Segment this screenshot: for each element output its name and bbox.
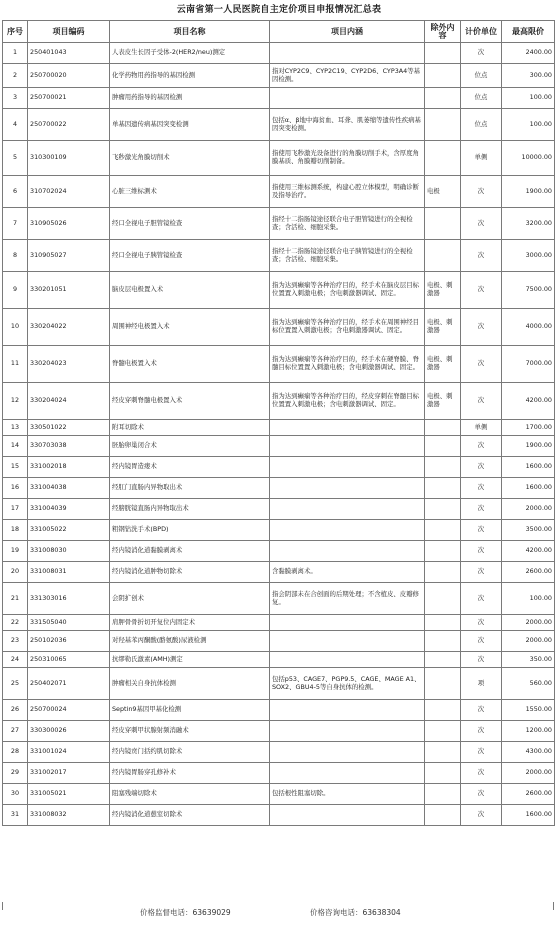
max-price: 4200.00 bbox=[502, 383, 555, 420]
project-content bbox=[270, 805, 425, 826]
project-code: 331303016 bbox=[28, 583, 110, 615]
row-number: 2 bbox=[3, 64, 28, 88]
project-code: 331004038 bbox=[28, 478, 110, 499]
project-code: 330201051 bbox=[28, 272, 110, 309]
pricing-unit: 位点 bbox=[461, 88, 502, 109]
project-code: 330300026 bbox=[28, 721, 110, 742]
row-number: 20 bbox=[3, 562, 28, 583]
project-content: 包括p53、CAGE7、PGP9.5、CAGE、MAGE A1、SOX2、GBU4-5等自身抗体的检测。 bbox=[270, 668, 425, 700]
header-content: 项目内涵 bbox=[270, 21, 425, 43]
table-row bbox=[3, 742, 555, 763]
max-price: 1900.00 bbox=[502, 436, 555, 457]
header-code: 项目编码 bbox=[28, 21, 110, 43]
project-content bbox=[270, 43, 425, 64]
pricing-unit: 次 bbox=[461, 457, 502, 478]
exclusions bbox=[425, 457, 461, 478]
max-price: 1550.00 bbox=[502, 700, 555, 721]
max-price: 1700.00 bbox=[502, 420, 555, 436]
project-code: 250700024 bbox=[28, 700, 110, 721]
project-name: 经内镜胃肠穿孔修补术 bbox=[110, 763, 270, 784]
exclusions bbox=[425, 583, 461, 615]
project-name: 经口全视电子胆管镜检查 bbox=[110, 208, 270, 240]
max-price: 560.00 bbox=[502, 668, 555, 700]
table-row bbox=[3, 457, 555, 478]
row-number: 26 bbox=[3, 700, 28, 721]
project-name: 肿瘤用药指导的基因检测 bbox=[110, 88, 270, 109]
max-price: 3000.00 bbox=[502, 240, 555, 272]
row-number: 24 bbox=[3, 652, 28, 668]
table-row bbox=[3, 615, 555, 631]
pricing-unit: 次 bbox=[461, 383, 502, 420]
pricing-unit: 次 bbox=[461, 346, 502, 383]
row-number: 17 bbox=[3, 499, 28, 520]
price-table bbox=[2, 20, 555, 826]
table-row bbox=[3, 109, 555, 141]
row-number: 19 bbox=[3, 541, 28, 562]
row-number: 31 bbox=[3, 805, 28, 826]
pricing-unit: 次 bbox=[461, 541, 502, 562]
row-number: 5 bbox=[3, 141, 28, 176]
table-row bbox=[3, 64, 555, 88]
project-content bbox=[270, 631, 425, 652]
exclusions bbox=[425, 541, 461, 562]
row-number: 25 bbox=[3, 668, 28, 700]
project-name: 经肛门直肠内异物取出术 bbox=[110, 478, 270, 499]
table-row bbox=[3, 208, 555, 240]
table-body bbox=[3, 43, 555, 826]
pricing-unit: 次 bbox=[461, 208, 502, 240]
pricing-unit: 次 bbox=[461, 742, 502, 763]
max-price: 300.00 bbox=[502, 64, 555, 88]
project-name: Septin9基因甲基化检测 bbox=[110, 700, 270, 721]
max-price: 2000.00 bbox=[502, 763, 555, 784]
project-content: 指使用三维标测系统，构建心腔立体模型，明确诊断及指导治疗。 bbox=[270, 176, 425, 208]
exclusions bbox=[425, 763, 461, 784]
row-number: 4 bbox=[3, 109, 28, 141]
project-name: 单基因遗传病基因突变检测 bbox=[110, 109, 270, 141]
table-row bbox=[3, 436, 555, 457]
row-number: 11 bbox=[3, 346, 28, 383]
project-content bbox=[270, 742, 425, 763]
project-name: 对羟基苯丙酮酸(酪氨酸)尿液检测 bbox=[110, 631, 270, 652]
exclusions bbox=[425, 700, 461, 721]
exclusions bbox=[425, 240, 461, 272]
table-row bbox=[3, 88, 555, 109]
project-content: 指会阴部未在合创面的后期处理；不含植皮、皮瓣修复。 bbox=[270, 583, 425, 615]
table-row bbox=[3, 346, 555, 383]
pricing-unit: 位点 bbox=[461, 64, 502, 88]
project-name: 周围神经电极置入术 bbox=[110, 309, 270, 346]
max-price: 3500.00 bbox=[502, 520, 555, 541]
row-number: 21 bbox=[3, 583, 28, 615]
table-row bbox=[3, 309, 555, 346]
pricing-unit: 次 bbox=[461, 520, 502, 541]
pricing-unit: 次 bbox=[461, 583, 502, 615]
project-name: 会阴扩创术 bbox=[110, 583, 270, 615]
exclusions: 电极、刺激器 bbox=[425, 272, 461, 309]
project-content bbox=[270, 436, 425, 457]
max-price: 2000.00 bbox=[502, 631, 555, 652]
project-code: 331008032 bbox=[28, 805, 110, 826]
project-code: 330501022 bbox=[28, 420, 110, 436]
pricing-unit: 次 bbox=[461, 631, 502, 652]
project-content: 包括根性阻塞切除。 bbox=[270, 784, 425, 805]
row-number: 12 bbox=[3, 383, 28, 420]
header-exclusions: 除外内容 bbox=[425, 21, 461, 43]
exclusions bbox=[425, 64, 461, 88]
max-price: 7500.00 bbox=[502, 272, 555, 309]
max-price: 4200.00 bbox=[502, 541, 555, 562]
project-name: 经膀胱镜直肠内异物取出术 bbox=[110, 499, 270, 520]
max-price: 2600.00 bbox=[502, 562, 555, 583]
exclusions bbox=[425, 141, 461, 176]
project-code: 250310065 bbox=[28, 652, 110, 668]
project-content: 指为达到癫痫等各种治疗目的，经手术在硬脊膜、脊髓目标位置置入刺激电极；含电刺激器调试、固定。 bbox=[270, 346, 425, 383]
exclusions: 电极、刺激器 bbox=[425, 309, 461, 346]
table-row bbox=[3, 520, 555, 541]
table-row bbox=[3, 240, 555, 272]
table-row bbox=[3, 583, 555, 615]
project-name: 经口全视电子胰管镜检查 bbox=[110, 240, 270, 272]
exclusions bbox=[425, 420, 461, 436]
project-code: 310905027 bbox=[28, 240, 110, 272]
pricing-unit: 次 bbox=[461, 784, 502, 805]
row-number: 27 bbox=[3, 721, 28, 742]
footer bbox=[0, 905, 558, 921]
table-row bbox=[3, 652, 555, 668]
max-price: 7000.00 bbox=[502, 346, 555, 383]
project-content: 指对CYP2C9、CYP2C19、CYP2D6、CYP3A4等基因检测。 bbox=[270, 64, 425, 88]
project-content: 指为达到癫痫等各种治疗目的，经手术在脑皮层目标位置置入刺激电极；含电刺激器调试、固定。 bbox=[270, 272, 425, 309]
max-price: 4300.00 bbox=[502, 742, 555, 763]
project-code: 331008030 bbox=[28, 541, 110, 562]
project-code: 331002017 bbox=[28, 763, 110, 784]
exclusions bbox=[425, 43, 461, 64]
pricing-unit: 次 bbox=[461, 652, 502, 668]
project-name: 经皮穿刺甲状腺射频消融术 bbox=[110, 721, 270, 742]
row-number: 28 bbox=[3, 742, 28, 763]
project-code: 331008031 bbox=[28, 562, 110, 583]
pricing-unit: 单侧 bbox=[461, 141, 502, 176]
project-name: 阻塞残端切除术 bbox=[110, 784, 270, 805]
max-price: 1600.00 bbox=[502, 457, 555, 478]
table-row bbox=[3, 43, 555, 64]
pricing-unit: 次 bbox=[461, 176, 502, 208]
project-content: 指为达到癫痫等各种治疗目的，经手术在周围神经目标位置置入刺激电极；含电刺激器调试、固定。 bbox=[270, 309, 425, 346]
exclusions bbox=[425, 562, 461, 583]
project-content bbox=[270, 478, 425, 499]
exclusions: 电极 bbox=[425, 176, 461, 208]
table-row bbox=[3, 700, 555, 721]
project-content bbox=[270, 499, 425, 520]
project-content: 含黏膜剥离术。 bbox=[270, 562, 425, 583]
project-code: 310300109 bbox=[28, 141, 110, 176]
project-code: 330703038 bbox=[28, 436, 110, 457]
row-number: 10 bbox=[3, 309, 28, 346]
project-name: 肩胛骨骨折切开复位内固定术 bbox=[110, 615, 270, 631]
max-price: 350.00 bbox=[502, 652, 555, 668]
row-number: 18 bbox=[3, 520, 28, 541]
row-number: 29 bbox=[3, 763, 28, 784]
pricing-unit: 次 bbox=[461, 436, 502, 457]
project-content bbox=[270, 457, 425, 478]
project-content bbox=[270, 615, 425, 631]
project-name: 化学药物用药指导的基因检测 bbox=[110, 64, 270, 88]
project-name: 粗钢钻洗手术(BPD) bbox=[110, 520, 270, 541]
exclusions bbox=[425, 499, 461, 520]
project-name: 人表皮生长因子受体-2(HER2/neu)测定 bbox=[110, 43, 270, 64]
table-row bbox=[3, 383, 555, 420]
project-content: 指为达到癫痫等各种治疗目的，经皮穿刺在脊髓目标位置置入刺激电极；含电刺激器调试、固定。 bbox=[270, 383, 425, 420]
table-row bbox=[3, 805, 555, 826]
max-price: 1900.00 bbox=[502, 176, 555, 208]
project-name: 经内镜消化道憩室切除术 bbox=[110, 805, 270, 826]
project-name: 经内镜胃造瘘术 bbox=[110, 457, 270, 478]
project-content: 包括α、β地中海贫血、耳聋、肌萎缩等遗传性疾病基因突变检测。 bbox=[270, 109, 425, 141]
row-number: 22 bbox=[3, 615, 28, 631]
exclusions: 电极、刺激器 bbox=[425, 346, 461, 383]
row-number: 15 bbox=[3, 457, 28, 478]
pricing-unit: 次 bbox=[461, 309, 502, 346]
project-code: 331002018 bbox=[28, 457, 110, 478]
row-number: 7 bbox=[3, 208, 28, 240]
pricing-unit: 次 bbox=[461, 499, 502, 520]
project-code: 250402071 bbox=[28, 668, 110, 700]
project-code: 250700022 bbox=[28, 109, 110, 141]
row-number: 8 bbox=[3, 240, 28, 272]
exclusions bbox=[425, 109, 461, 141]
project-code: 250401043 bbox=[28, 43, 110, 64]
project-content: 指经十二指肠镜途径联合电子胆管镜进行的全视检查；含活检、细胞采集。 bbox=[270, 208, 425, 240]
max-price: 100.00 bbox=[502, 88, 555, 109]
max-price: 2400.00 bbox=[502, 43, 555, 64]
project-name: 经内镜贲门括约肌切除术 bbox=[110, 742, 270, 763]
exclusions bbox=[425, 615, 461, 631]
project-code: 331001024 bbox=[28, 742, 110, 763]
project-content: 指使用飞秒激光设备进行的角膜切削手术，含厚度角膜基质、角膜瓣切削制备。 bbox=[270, 141, 425, 176]
max-price: 2600.00 bbox=[502, 784, 555, 805]
project-code: 310702024 bbox=[28, 176, 110, 208]
project-code: 330204024 bbox=[28, 383, 110, 420]
pricing-unit: 次 bbox=[461, 721, 502, 742]
table-row bbox=[3, 176, 555, 208]
pricing-unit: 次 bbox=[461, 763, 502, 784]
project-code: 250700020 bbox=[28, 64, 110, 88]
project-name: 肿瘤相关自身抗体检测 bbox=[110, 668, 270, 700]
project-name: 附耳切除术 bbox=[110, 420, 270, 436]
project-name: 飞秒激光角膜切削术 bbox=[110, 141, 270, 176]
exclusions: 电极、刺激器 bbox=[425, 383, 461, 420]
exclusions bbox=[425, 652, 461, 668]
table-row bbox=[3, 141, 555, 176]
project-name: 经皮穿刺脊髓电极置入术 bbox=[110, 383, 270, 420]
pricing-unit: 位点 bbox=[461, 109, 502, 141]
document-title: 云南省第一人民医院自主定价项目申报情况汇总表 bbox=[176, 5, 382, 15]
project-code: 250102036 bbox=[28, 631, 110, 652]
exclusions bbox=[425, 88, 461, 109]
header-no: 序号 bbox=[3, 21, 28, 43]
project-code: 310905026 bbox=[28, 208, 110, 240]
project-code: 250700021 bbox=[28, 88, 110, 109]
pricing-unit: 次 bbox=[461, 43, 502, 64]
header-max-price: 最高限价 bbox=[502, 21, 555, 43]
row-number: 6 bbox=[3, 176, 28, 208]
project-code: 331005021 bbox=[28, 784, 110, 805]
exclusions bbox=[425, 631, 461, 652]
exclusions bbox=[425, 721, 461, 742]
table-row bbox=[3, 541, 555, 562]
project-code: 331005022 bbox=[28, 520, 110, 541]
table-row bbox=[3, 631, 555, 652]
project-code: 330204023 bbox=[28, 346, 110, 383]
max-price: 4000.00 bbox=[502, 309, 555, 346]
project-name: 抗缪勒氏激素(AMH)测定 bbox=[110, 652, 270, 668]
table-header-row bbox=[3, 21, 555, 43]
project-content bbox=[270, 763, 425, 784]
row-number: 13 bbox=[3, 420, 28, 436]
header-name: 项目名称 bbox=[110, 21, 270, 43]
project-content bbox=[270, 520, 425, 541]
exclusions bbox=[425, 520, 461, 541]
pricing-unit: 次 bbox=[461, 700, 502, 721]
max-price: 3200.00 bbox=[502, 208, 555, 240]
consultation-phone: 价格咨询电话：63638304 bbox=[310, 908, 401, 917]
exclusions bbox=[425, 436, 461, 457]
table-row bbox=[3, 668, 555, 700]
project-code: 331505040 bbox=[28, 615, 110, 631]
max-price: 100.00 bbox=[502, 109, 555, 141]
project-content bbox=[270, 420, 425, 436]
row-number: 1 bbox=[3, 43, 28, 64]
supervision-phone: 价格监督电话：63639029 bbox=[140, 908, 231, 917]
pricing-unit: 次 bbox=[461, 240, 502, 272]
table-row bbox=[3, 272, 555, 309]
project-name: 脑皮层电极置入术 bbox=[110, 272, 270, 309]
exclusions bbox=[425, 742, 461, 763]
project-content: 指经十二指肠镜途径联合电子胰管镜进行的全视检查；含活检、细胞采集。 bbox=[270, 240, 425, 272]
project-code: 330204022 bbox=[28, 309, 110, 346]
max-price: 2000.00 bbox=[502, 615, 555, 631]
project-code: 331004039 bbox=[28, 499, 110, 520]
pricing-unit: 项 bbox=[461, 668, 502, 700]
pricing-unit: 次 bbox=[461, 478, 502, 499]
max-price: 10000.00 bbox=[502, 141, 555, 176]
project-name: 经内镜消化道黏膜剥离术 bbox=[110, 541, 270, 562]
project-name: 经内镜消化道肿物切除术 bbox=[110, 562, 270, 583]
table-row bbox=[3, 499, 555, 520]
pricing-unit: 单侧 bbox=[461, 420, 502, 436]
pricing-unit: 次 bbox=[461, 805, 502, 826]
table-row bbox=[3, 420, 555, 436]
row-number: 23 bbox=[3, 631, 28, 652]
project-name: 胚胎卵巢闭合术 bbox=[110, 436, 270, 457]
table-row bbox=[3, 721, 555, 742]
max-price: 100.00 bbox=[502, 583, 555, 615]
max-price: 2000.00 bbox=[502, 499, 555, 520]
max-price: 1600.00 bbox=[502, 478, 555, 499]
project-content bbox=[270, 541, 425, 562]
table-row bbox=[3, 784, 555, 805]
project-content bbox=[270, 721, 425, 742]
exclusions bbox=[425, 478, 461, 499]
pricing-unit: 次 bbox=[461, 272, 502, 309]
row-number: 9 bbox=[3, 272, 28, 309]
max-price: 1600.00 bbox=[502, 805, 555, 826]
row-number: 16 bbox=[3, 478, 28, 499]
pricing-unit: 次 bbox=[461, 615, 502, 631]
table-row bbox=[3, 763, 555, 784]
header-unit: 计价单位 bbox=[461, 21, 502, 43]
exclusions bbox=[425, 805, 461, 826]
exclusions bbox=[425, 668, 461, 700]
table-row bbox=[3, 562, 555, 583]
row-number: 30 bbox=[3, 784, 28, 805]
pricing-unit: 次 bbox=[461, 562, 502, 583]
row-number: 14 bbox=[3, 436, 28, 457]
project-name: 心脏三维标测术 bbox=[110, 176, 270, 208]
max-price: 1200.00 bbox=[502, 721, 555, 742]
exclusions bbox=[425, 208, 461, 240]
project-name: 脊髓电极置入术 bbox=[110, 346, 270, 383]
project-content bbox=[270, 88, 425, 109]
row-number: 3 bbox=[3, 88, 28, 109]
project-content bbox=[270, 652, 425, 668]
exclusions bbox=[425, 784, 461, 805]
table-row bbox=[3, 478, 555, 499]
project-content bbox=[270, 700, 425, 721]
